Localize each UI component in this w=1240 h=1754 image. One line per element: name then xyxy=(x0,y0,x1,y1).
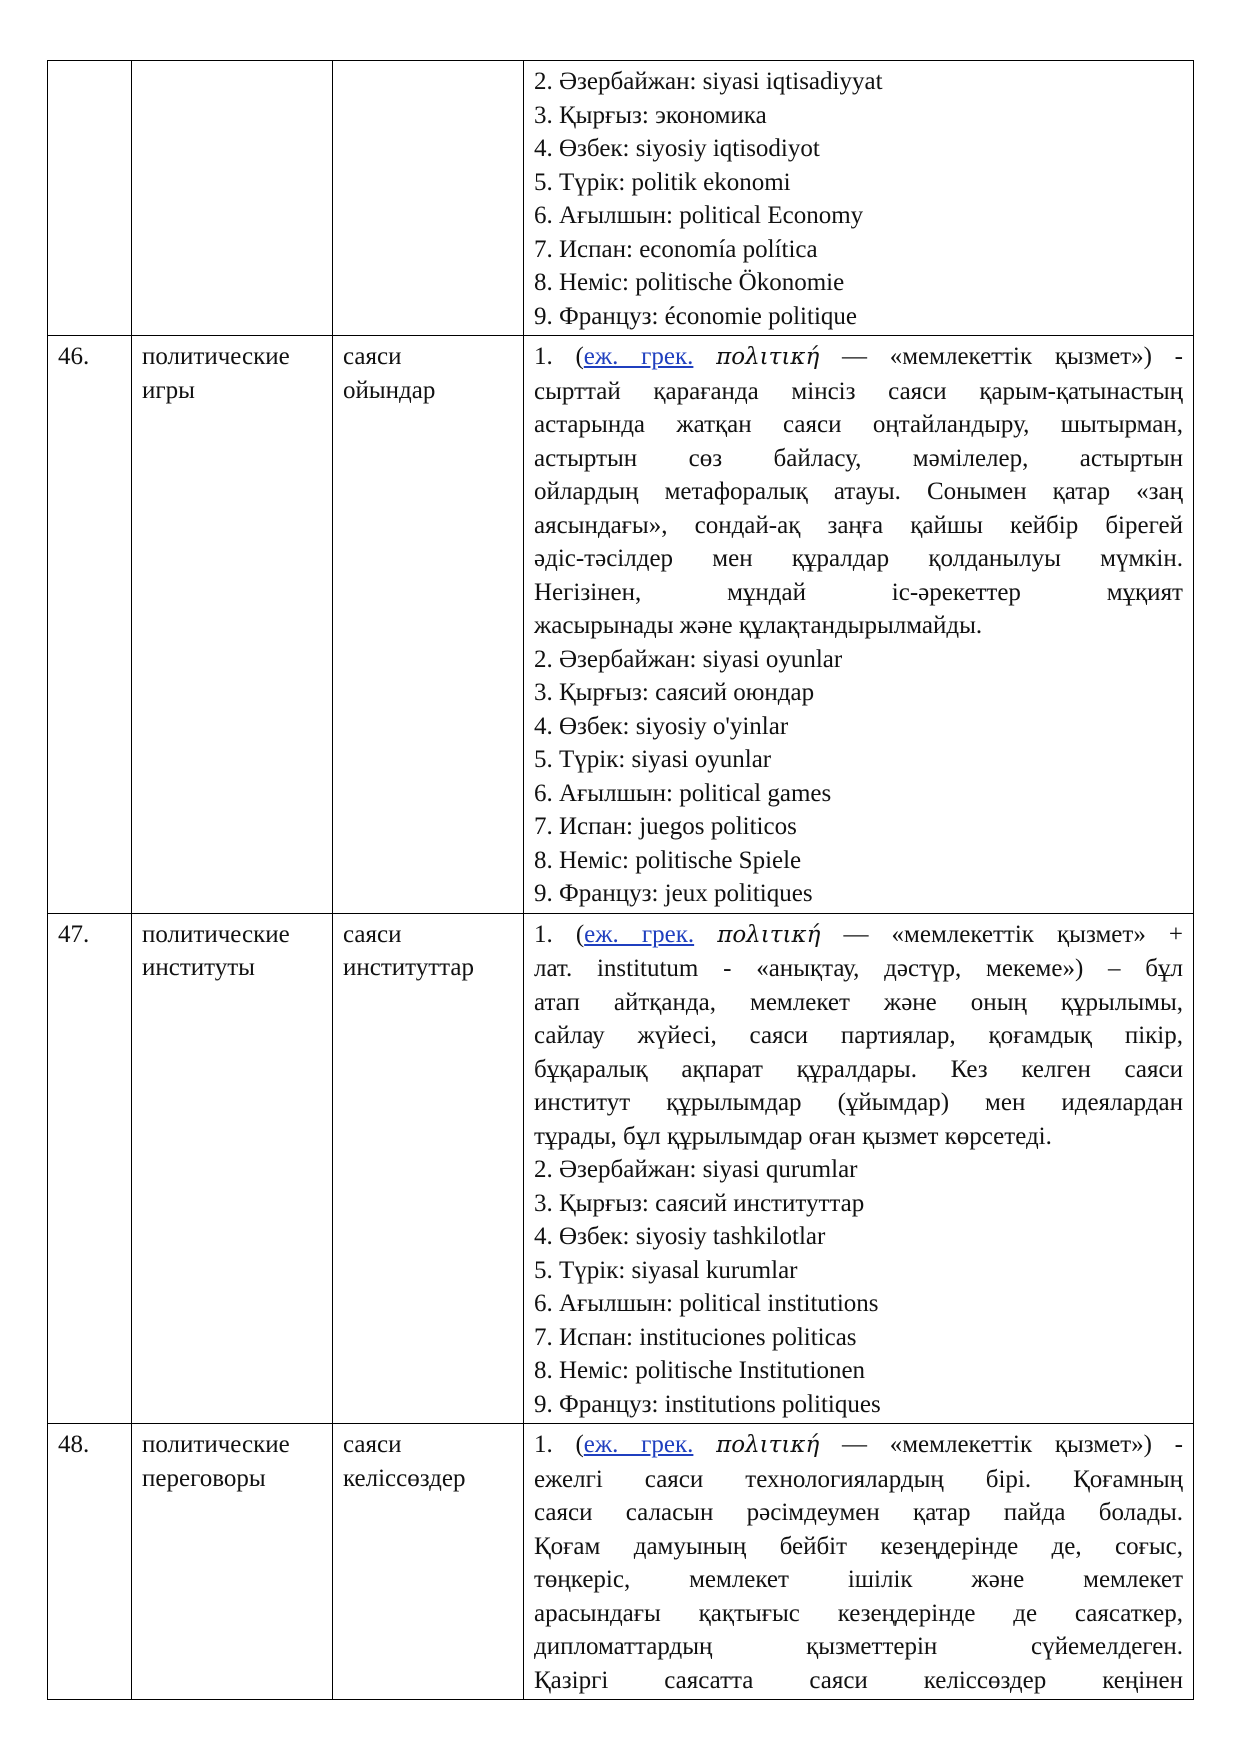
translation-line: 5. Түрік: politik ekonomi xyxy=(534,168,791,196)
translation-line: 7. Испан: economía política xyxy=(534,235,818,263)
russian-term-line: политические xyxy=(142,1431,290,1458)
russian-term-line: игры xyxy=(142,376,195,404)
translation-line: 3. Қырғыз: саясий институттар xyxy=(534,1189,865,1217)
kazakh-term xyxy=(333,913,524,1424)
translation-line: 5. Түрік: siyasi oyunlar xyxy=(534,746,772,773)
entry-number: 48. xyxy=(48,1424,132,1700)
definition-cell xyxy=(524,336,1194,914)
definition-line: әдіс-тәсілдер мен құралдар қолданылуы мүмкін. xyxy=(534,545,1183,572)
greek-word: πολιτική xyxy=(717,921,821,948)
translation-line: 4. Өзбек: siyosiy tashkilotlar xyxy=(534,1223,826,1250)
table-row xyxy=(48,61,1194,336)
russian-term xyxy=(132,61,333,336)
russian-term-line: переговоры xyxy=(142,1464,266,1492)
definition-prefix: 1. ( xyxy=(534,920,585,948)
russian-term-line: институты xyxy=(142,954,255,981)
kazakh-term-line: саяси xyxy=(343,1431,402,1458)
etymology-link[interactable]: еж. грек. xyxy=(583,1431,694,1458)
definition-gloss: — «мемлекеттік қызмет») - xyxy=(819,343,1184,370)
translation-line: 4. Өзбек: siyosiy iqtisodiyot xyxy=(534,135,820,162)
translation-line: 3. Қырғыз: экономика xyxy=(534,101,767,129)
translation-line: 2. Әзербайжан: siyasi iqtisadiyyat xyxy=(534,68,883,95)
translation-line: 6. Ағылшын: political Economy xyxy=(534,202,864,229)
table-row xyxy=(48,1424,1194,1700)
definition-prefix: 1. ( xyxy=(534,1431,584,1458)
entry-number xyxy=(48,61,132,336)
kazakh-term xyxy=(333,61,524,336)
definition-gloss: — «мемлекеттік қызмет») - xyxy=(819,1431,1184,1458)
definition-first-line xyxy=(534,340,1183,375)
translation-line: 8. Неміс: politische Spiele xyxy=(534,846,802,874)
translation-line: 7. Испан: juegos politicos xyxy=(534,813,797,840)
etymology-link[interactable]: еж. грек. xyxy=(584,920,695,948)
definition-prefix: 1. ( xyxy=(534,343,584,370)
definition-line: арасындағы қақтығыс кезеңдерінде де саясаткер, xyxy=(534,1599,1183,1627)
greek-word: πολιτική xyxy=(716,1432,820,1458)
definition-first-line xyxy=(534,918,1183,953)
translation-line: 7. Испан: instituciones politicas xyxy=(534,1323,857,1351)
translation-line: 2. Әзербайжан: siyasi qurumlar xyxy=(534,1156,858,1183)
definition-line: жасырынады және құлақтандырылмайды. xyxy=(534,612,983,639)
translation-line: 8. Неміс: politische Ökonomie xyxy=(534,269,845,296)
definition-line: институт құрылымдар (ұйымдар) мен идеялардан xyxy=(534,1089,1183,1116)
definition-line: Қоғам дамуының бейбіт кезеңдерінде де, соғыс, xyxy=(534,1532,1183,1560)
definition-first-line xyxy=(534,1428,1183,1463)
definition-line: астарында жатқан саяси оңтайландыру, шытырман, xyxy=(534,411,1183,438)
translation-line: 9. Француз: institutions politiques xyxy=(534,1390,881,1418)
russian-term xyxy=(132,1424,333,1700)
glossary-table xyxy=(47,60,1194,1700)
table-row xyxy=(48,913,1194,1424)
definition-line: ойлардың метафоралық атауы. Сонымен қатар «заң xyxy=(534,478,1183,505)
definition-gloss: — «мемлекеттік қызмет» + xyxy=(820,920,1184,948)
translation-line: 9. Француз: jeux politiques xyxy=(534,880,813,907)
russian-term xyxy=(132,913,333,1424)
russian-term-line: политические xyxy=(142,343,290,370)
definition-cell xyxy=(524,913,1194,1424)
translation-line: 2. Әзербайжан: siyasi oyunlar xyxy=(534,645,843,673)
translation-line: 3. Қырғыз: саясий оюндар xyxy=(534,679,815,706)
kazakh-term-line: институттар xyxy=(343,954,475,981)
definition-line: Негізінен, мұндай іс-әрекеттер мұқият xyxy=(534,578,1183,606)
page xyxy=(47,60,1193,1700)
definition-line: төңкеріс, мемлекет ішілік және мемлекет xyxy=(534,1566,1183,1593)
kazakh-term-line: ойындар xyxy=(343,376,436,404)
kazakh-term-line: саяси xyxy=(343,343,402,370)
translation-line: 5. Түрік: siyasal kurumlar xyxy=(534,1256,798,1284)
russian-term-line: политические xyxy=(142,920,290,948)
definition-line: лат. institutum - «анықтау, дәстүр, мекеме») – бұл xyxy=(534,955,1183,982)
definition-cell xyxy=(524,1424,1194,1700)
definition-line: дипломаттардың қызметтерін сүйемелдеген. xyxy=(534,1633,1183,1660)
definition-line: бұқаралық ақпарат құралдары. Кез келген саяси xyxy=(534,1055,1183,1083)
entry-number: 46. xyxy=(48,336,132,914)
translation-line: 6. Ағылшын: political institutions xyxy=(534,1290,879,1317)
definition-cell xyxy=(524,61,1194,336)
entry-number: 47. xyxy=(48,913,132,1424)
russian-term xyxy=(132,336,333,914)
greek-word: πολιτική xyxy=(716,344,820,370)
table-row xyxy=(48,336,1194,914)
definition-line: ежелгі саяси технологиялардың бірі. Қоғамның xyxy=(534,1465,1183,1493)
definition-line: Қазіргі саясатта саяси келіссөздер кеңінен xyxy=(534,1666,1183,1694)
kazakh-term-line: саяси xyxy=(343,920,402,948)
etymology-link[interactable]: еж. грек. xyxy=(583,343,694,370)
kazakh-term-line: келіссөздер xyxy=(343,1464,466,1492)
translation-line: 9. Француз: économie politique xyxy=(534,302,857,330)
definition-line: сырттай қарағанда мінсіз саяси қарым-қатынастың xyxy=(534,377,1183,405)
definition-line: саяси саласын рәсімдеумен қатар пайда болады. xyxy=(534,1499,1183,1526)
translation-line: 4. Өзбек: siyosiy o'yinlar xyxy=(534,712,789,740)
definition-line: аясындағы», сондай-ақ заңға қайшы кейбір бірегей xyxy=(534,511,1183,539)
definition-line: атап айтқанда, мемлекет және оның құрылымы, xyxy=(534,988,1183,1016)
translation-line: 6. Ағылшын: political games xyxy=(534,779,832,807)
translation-line: 8. Неміс: politische Institutionen xyxy=(534,1357,866,1384)
definition-line: астыртын сөз байласу, мәмілелер, астыртын xyxy=(534,444,1183,472)
definition-line: сайлау жүйесі, саяси партиялар, қоғамдық пікір, xyxy=(534,1022,1183,1049)
kazakh-term xyxy=(333,1424,524,1700)
definition-line: тұрады, бұл құрылымдар оған қызмет көрсетеді. xyxy=(534,1122,1052,1150)
kazakh-term xyxy=(333,336,524,914)
